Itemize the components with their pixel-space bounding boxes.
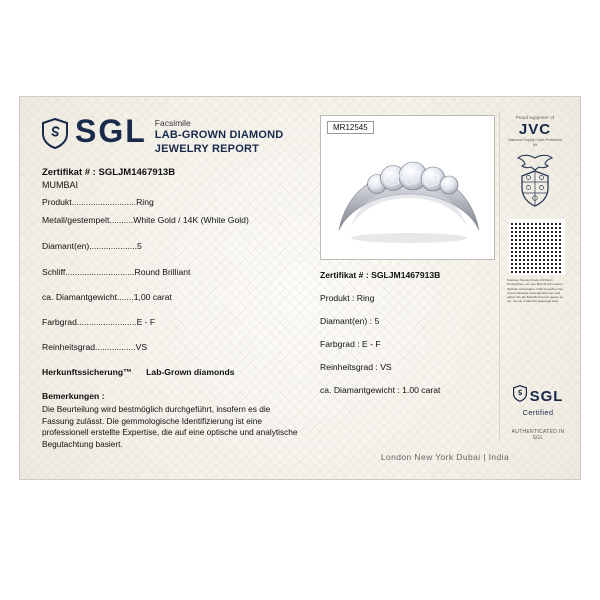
center-data-row: Produkt : Ring bbox=[320, 293, 375, 303]
field-value: VS bbox=[135, 342, 148, 352]
left-panel bbox=[42, 115, 317, 450]
field-value: 1,00 carat bbox=[133, 292, 172, 302]
center-data-row: ca. Diamantgewicht : 1.00 carat bbox=[320, 385, 441, 395]
shield-icon bbox=[42, 118, 68, 149]
field-row bbox=[42, 267, 317, 278]
shield-icon bbox=[513, 385, 527, 407]
center-certificate-line bbox=[320, 270, 510, 280]
ring-photo bbox=[321, 138, 494, 258]
field-key: Farbgrad......................... bbox=[42, 317, 137, 327]
center-data-row: Reinheitsgrad : VS bbox=[320, 362, 392, 372]
field-key: ca. Diamantgewicht....... bbox=[42, 292, 134, 302]
center-data-panel bbox=[320, 270, 510, 395]
center-cert-label: Zertifikat # : bbox=[320, 270, 369, 280]
sgl-certified-badge bbox=[507, 385, 569, 441]
qr-code-icon[interactable] bbox=[509, 219, 565, 275]
report-title-line2: JEWELRY REPORT bbox=[154, 142, 260, 155]
facsimile-label: Facsimile bbox=[154, 118, 191, 128]
field-key: Metall/gestempelt.......... bbox=[42, 215, 134, 225]
field-row bbox=[42, 342, 317, 353]
origin-label: Herkunftssicherung™ bbox=[42, 367, 132, 377]
certificate-number-line bbox=[42, 167, 317, 178]
field-row bbox=[42, 317, 317, 328]
field-row bbox=[42, 197, 317, 208]
ring-photo-box bbox=[320, 115, 495, 260]
center-cert-value: SGLJM1467913B bbox=[371, 270, 441, 280]
sgl-wordmark: SGL bbox=[75, 113, 147, 149]
footer-cities: London New York Dubai | India bbox=[380, 452, 510, 462]
origin-value: Lab-Grown diamonds bbox=[146, 367, 235, 377]
field-key: Reinheitsgrad................. bbox=[42, 342, 136, 352]
badge-row bbox=[513, 385, 564, 407]
remarks-text: Die Beurteilung wird bestmöglich durchgeführt, insofern es die Fassung zulässt. Die gemmologische Identifizierung ist eine professionell erstellte Expertise, die auf eine optische und analytische Begutachtung basiert. bbox=[42, 404, 298, 449]
jvc-logo: JVC bbox=[518, 121, 552, 138]
issuing-city: MUMBAI bbox=[42, 180, 78, 190]
field-value: 5 bbox=[137, 241, 142, 251]
center-data-row: Farbgrad : E - F bbox=[320, 339, 381, 349]
jvc-block bbox=[507, 115, 563, 148]
certificate-number-label: Zertifikat # : bbox=[42, 167, 96, 178]
field-key: Schliff............................. bbox=[42, 267, 135, 277]
center-data-row: Diamant(en) : 5 bbox=[320, 316, 380, 326]
origin-row bbox=[42, 367, 317, 377]
badge-certified-label: Certified bbox=[522, 408, 554, 417]
field-key: Produkt........................... bbox=[42, 197, 137, 207]
jvc-proud-label: Proud supporter of bbox=[515, 115, 555, 120]
field-value: E - F bbox=[136, 317, 156, 327]
vertical-divider bbox=[499, 111, 500, 441]
heraldic-crest-icon bbox=[507, 152, 563, 213]
field-key: Diamant(en).................... bbox=[42, 241, 138, 251]
field-value: Ring bbox=[136, 197, 154, 207]
certificate-card bbox=[19, 96, 581, 480]
field-value: White Gold / 14K (White Gold) bbox=[133, 215, 249, 225]
field-value: Round Brilliant bbox=[134, 267, 191, 277]
report-title-line1: LAB-GROWN DIAMOND bbox=[154, 129, 284, 141]
remarks-label: Bemerkungen : bbox=[42, 391, 105, 401]
qr-instructions-text: Scannen Sie den Code mit Ihrem Smartphone, um den Bericht auf unserer Website anzuzeigen. Oder besuchen Sie unsere Website www.sgl-labs.com und geben Sie die Berichtsnummer genau so ein, wie sie im Bericht angezeigt wird. bbox=[507, 278, 564, 304]
badge-sgl-wordmark: SGL bbox=[529, 387, 564, 405]
brand-title-block bbox=[155, 115, 284, 155]
brand-logo-text bbox=[75, 115, 147, 147]
right-panel bbox=[507, 115, 563, 304]
brand-header bbox=[42, 115, 317, 155]
field-row bbox=[42, 292, 317, 303]
field-row bbox=[42, 241, 317, 252]
authenticated-label: AUTHENTICATED IN SGL bbox=[511, 429, 565, 441]
field-row bbox=[42, 215, 317, 226]
jvc-subtitle: Diamond Supply Chain Protection Kit bbox=[508, 138, 562, 147]
certificate-number-value: SGLJM1467913B bbox=[98, 167, 176, 178]
photo-id-label: MR12545 bbox=[327, 121, 374, 134]
